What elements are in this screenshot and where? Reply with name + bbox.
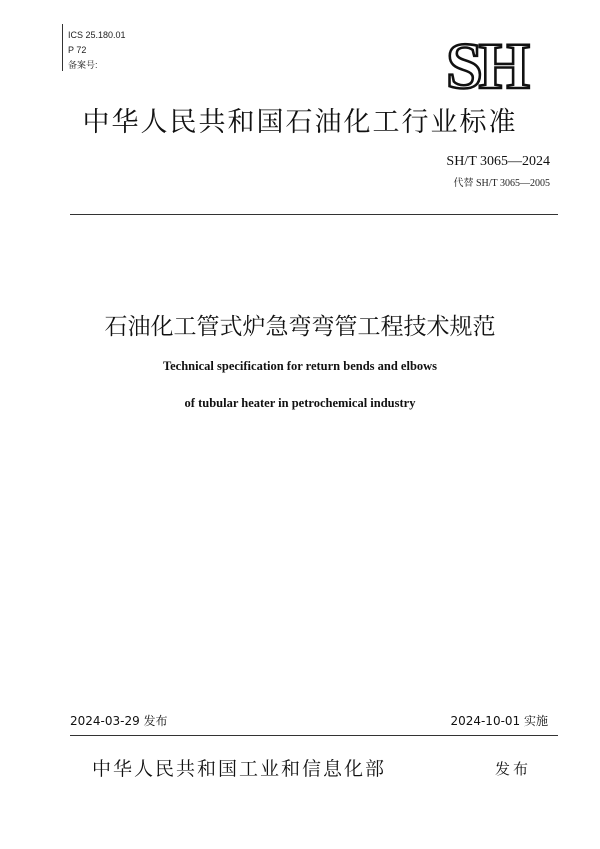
ics-code: ICS 25.180.01 <box>68 30 126 40</box>
publish-label: 发布 <box>495 760 532 778</box>
sh-logo-text: SH <box>445 30 527 100</box>
document-title-english-line2: of tubular heater in petrochemical industry <box>184 396 416 410</box>
meta-bracket-line <box>62 24 63 71</box>
standard-number: SH/T 3065—2024 <box>446 154 550 169</box>
sh-logo <box>425 30 547 100</box>
ccs-code: P 72 <box>68 45 87 55</box>
footer-divider <box>70 735 558 736</box>
header-divider <box>70 214 558 215</box>
document-title-chinese: 石油化工管式炉急弯弯管工程技术规范 <box>104 314 496 340</box>
classification-block <box>68 28 126 73</box>
standard-category-title: 中华人民共和国石油化工行业标准 <box>82 107 518 138</box>
publisher-name: 中华人民共和国工业和信息化部 <box>92 758 387 780</box>
replaced-standard: 代替 SH/T 3065—2005 <box>453 178 550 189</box>
implementation-date: 2024-10-01 实施 <box>450 714 548 728</box>
document-title-english-line1: Technical specification for return bends and elbows <box>162 359 438 373</box>
filing-number-label: 备案号: <box>68 60 98 70</box>
issue-date: 2024-03-29 发布 <box>70 714 168 728</box>
